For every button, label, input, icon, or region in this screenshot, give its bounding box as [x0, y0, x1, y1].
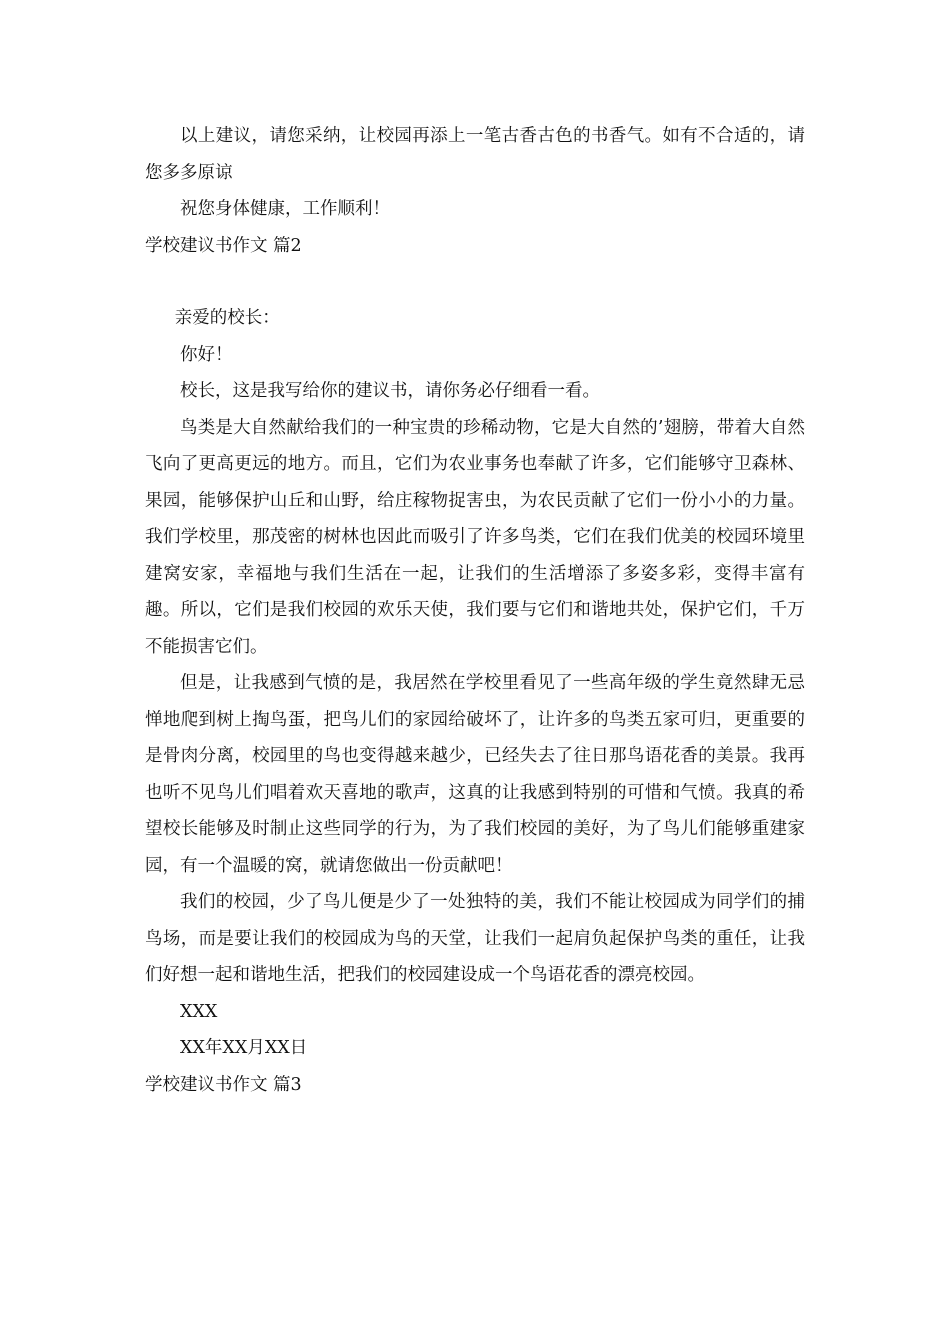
section-heading-2: 学校建议书作文 篇2 — [145, 235, 302, 256]
salutation: 亲爱的校长： — [174, 308, 280, 328]
signature: XXX — [180, 1001, 218, 1022]
document-body — [145, 118, 805, 1103]
section-heading-3: 学校建议书作文 篇3 — [145, 1074, 302, 1095]
paragraph-4: 我们的校园，少了鸟儿便是少了一处独特的美，我们不能让校园成为同学们的捕鸟场，而是要让我们的校园成为鸟的天堂，让我们一起肩负起保护鸟类的重任，让我们好想一起和谐地生活，把我们的校园建设成一个鸟语花香的漂亮校园。 — [145, 892, 805, 985]
paragraph-intro-suggestions: 以上建议，请您采纳，让校园再添上一笔古香古色的书香气。如有不合适的，请您多多原谅 — [145, 126, 805, 183]
paragraph-3: 但是，让我感到气愤的是，我居然在学校里看见了一些高年级的学生竟然肆无忌惮地爬到树上掏鸟蛋，把鸟儿们的家园给破坏了，让许多的鸟类五家可归，更重要的是骨肉分离，校园里的鸟也变得越来越少，已经失去了往日那鸟语花香的美景。我再也听不见鸟儿们唱着欢天喜地的歌声，这真的让我感到特别的可惜和气愤。我真的希望校长能够及时制止这些同学的行为，为了我们校园的美好，为了鸟儿们能够重建家园，有一个温暖的窝，就请您做出一份贡献吧！ — [145, 673, 805, 876]
paragraph-1: 校长，这是我写给你的建议书，请你务必仔细看一看。 — [180, 381, 600, 401]
greeting: 你好！ — [180, 344, 233, 365]
paragraph-2: 鸟类是大自然献给我们的一种宝贵的珍稀动物，它是大自然的’翅膀，带着大自然飞向了更高更远的地方。而且，它们为农业事务也奉献了许多，它们能够守卫森林、果园，能够保护山丘和山野，给庄稼物捉害虫，为农民贡献了它们一份小小的力量。我们学校里，那茂密的树林也因此而吸引了许多鸟类，它们在我们优美的校园环境里建窝安家，幸福地与我们生活在一起，让我们的生活增添了多姿多彩，变得丰富有趣。所以，它们是我们校园的欢乐天使，我们要与它们和谐地共处，保护它们，千万不能损害它们。 — [145, 417, 805, 657]
paragraph-wishes: 祝您身体健康，工作顺利！ — [180, 199, 390, 219]
blank-line — [145, 264, 805, 300]
date: XX年XX月XX日 — [180, 1038, 308, 1058]
